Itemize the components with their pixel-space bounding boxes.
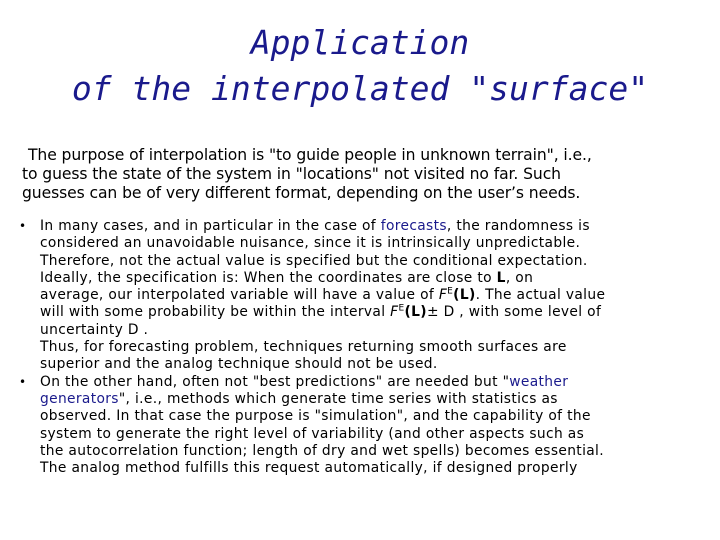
bullet2-line-3: observed. In that case the purpose is "simulation", and the capability of the — [40, 408, 591, 425]
bullet-list — [0, 218, 720, 477]
bullet2-line-1: On the other hand, often not "best predictions" are needed but "weather — [40, 373, 569, 390]
intro-line-2: to guess the state of the system in "locations" not visited no far. Such — [22, 165, 561, 183]
bullet1-line-2: considered an unavoidable nuisance, since it is intrinsically unpredictable. — [40, 235, 581, 252]
bullet2-line-6: The analog method fulfills this request automatically, if designed properly — [40, 460, 578, 477]
bullet1-line-8: Thus, for forecasting problem, techniques returning smooth surfaces are — [40, 339, 567, 356]
bullet1-line-5: average, our interpolated variable will have a value of $F^E(L)$. The actual value — [40, 286, 606, 304]
expectation-symbol: F — [438, 287, 448, 304]
expectation-symbol: F — [390, 304, 399, 321]
intro-line-1: The purpose of interpolation is "to guide people in unknown terrain", i.e., — [28, 146, 592, 164]
bullet1-line-6: will with some probability be within the interval $F^E(L)\pm D$ , with some level of — [40, 303, 602, 321]
bullet1-line-4: Ideally, the specification is: When the coordinates are close to L, on — [40, 269, 534, 286]
bullet2-line-2: generators", i.e., methods which generate time series with statistics as — [40, 390, 558, 407]
bullet1-line-1: In many cases, and in particular in the case of forecasts, the randomness is — [40, 218, 590, 234]
location-symbol: L — [496, 269, 506, 286]
title-line-2: of the interpolated "surface" — [71, 69, 649, 108]
intro-paragraph — [22, 146, 712, 203]
bullet-item-forecasts — [0, 218, 720, 374]
weather-generators-term: generators — [40, 390, 119, 407]
bullet2-line-5: the autocorrelation function; length of dry and wet spells) becomes essential. — [40, 442, 604, 459]
bullet-dot-icon: • — [19, 374, 27, 389]
bullet-item-weather-generators — [0, 374, 720, 478]
title-line-1: Application — [250, 23, 470, 62]
bullet1-line-3: Therefore, not the actual value is specified but the conditional expectation. — [40, 252, 588, 269]
bullet-dot-icon: • — [19, 219, 27, 233]
intro-line-3: guesses can be of very different format, depending on the user’s needs. — [22, 184, 581, 202]
forecasts-term: forecasts — [380, 218, 447, 234]
slide-title — [0, 20, 720, 112]
bullet2-line-4: system to generate the right level of variability (and other aspects such as — [40, 425, 585, 442]
bullet1-line-7: uncertainty D . — [40, 321, 149, 338]
bullet1-line-9: superior and the analog technique should not be used. — [40, 356, 438, 373]
weather-generators-term: weather — [509, 373, 569, 390]
